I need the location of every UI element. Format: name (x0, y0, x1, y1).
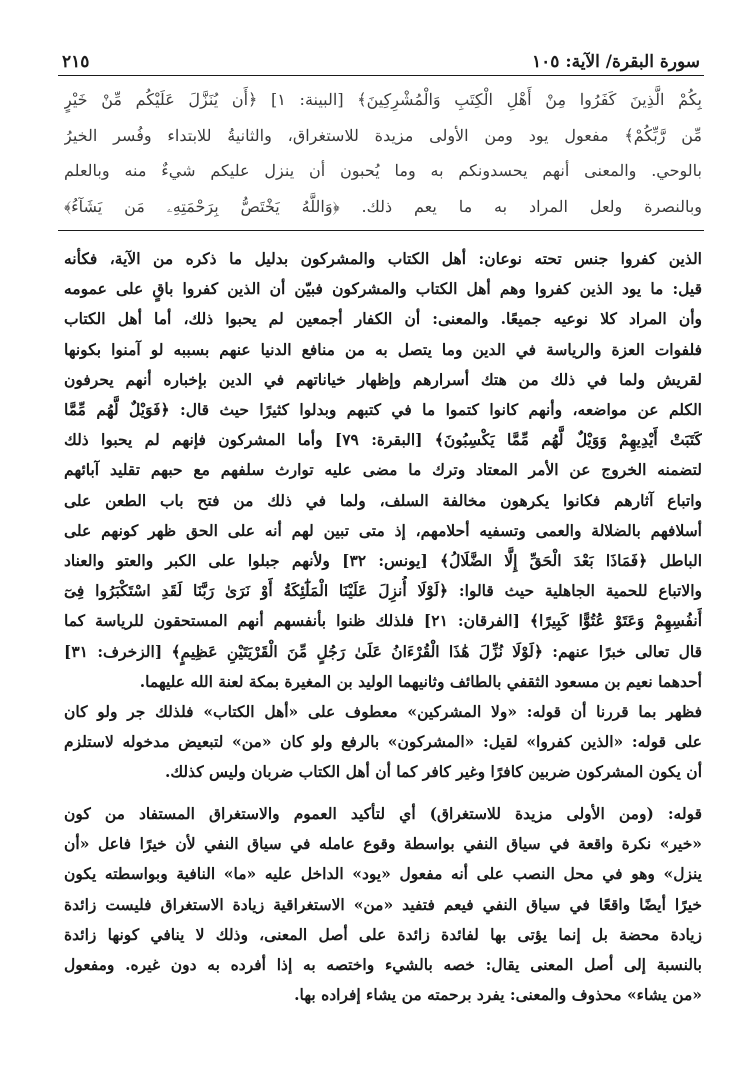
tafsir-line: مِّن رَّبِّكُمْ﴾ مفعول يود ومن الأولى مزيدة للاستغراق، والثانيةُ للابتداء وفُسر الخيرُ (64, 125, 702, 145)
commentary-line: لقريش ولما في ذلك من هتك أسرارهم وإظهار خياناتهم في الدين بإخباره أنهم يحرفون (64, 369, 702, 389)
commentary-line: لتضمنه الخروج عن الأمر المعتاد وترك ما مضى عليه توارث سلفهم مع حبهم تقليد آبائهم (64, 460, 702, 480)
section-divider (58, 230, 704, 231)
page-header (62, 44, 700, 72)
commentary-line: «خير» نكرة واقعة في سياق النفي بواسطة وقوع عامله في سياق النفي لأن خيرًا فاعل «أن (64, 834, 702, 854)
commentary-line: واتباع آثارهم فكانوا يكرهون مخالفة السلف، ولما في ذلك من فتح باب الطعن على (64, 490, 702, 510)
tafsir-text (64, 82, 702, 224)
commentary-line: فلفوات العزة والرياسة في الدين وما يتصل به من منافع الدنيا عنهم بسببه لو آمنوا بكونها (64, 339, 702, 359)
commentary-line: «من يشاء» محذوف والمعنى: يفرد برحمته من يشاء إفراده بها. (294, 985, 702, 1005)
commentary-line: قال تعالى خبرًا عنهم: ﴿لَوْلَا نُزِّلَ هَٰذَا الْقُرْءَانُ عَلَىٰ رَجُلٍ مِّنَ الْقَرْيَتَيْنِ عَظِيمٍ﴾ [الزخرف: ٣١] (64, 641, 702, 661)
commentary-line: ينزل» وهو في محل النصب على أنه مفعول «يود» الداخل عليه «ما» النافية وبواسطته يكون (64, 864, 702, 884)
tafsir-line: بالوحي. والمعنى أنهم يحسدونكم به وما يُحبون أن ينزل عليكم شيءٌ منه وبالعلم (64, 161, 702, 180)
commentary-line: على قوله: «الذين كفروا» لقيل: «المشركون» بالرفع ولو كان «من» لتبعيض مدخوله لاستلزم (64, 732, 702, 752)
header-divider (58, 75, 704, 76)
page-number: ٢١٥ (62, 52, 90, 72)
commentary-line: والاتباع للحمية الجاهلية حيث قالوا: ﴿لَوْلَا أُنزِلَ عَلَيْنَا الْمَلَٰٓئِكَةُ أَوْ نَرَىٰ رَبَّنَا لَقَدِ اسْتَكْبَرُوا فِىٓ (64, 581, 702, 601)
commentary-line: خيرًا أيضًا واقعًا في سياق النفي فيعم فتفيد «من» الاستغراقية زيادة الاستغراق فليست زائدة (64, 894, 702, 914)
commentary-line: أسلافهم بالضلالة والعمى وتسفيه أحلامهم، إذ متى تبين لهم أنه على الحق ظهر كونهم على (64, 520, 702, 540)
commentary-line: وأن المراد كلا نوعيه جميعًا. والمعنى: أن الكفار أجمعين لم يحبوا ذلك، أما أهل الكتاب (64, 309, 702, 329)
commentary-line: قوله: (ومن الأولى مزيدة للاستغراق) أي لتأكيد العموم والاستغراق المستفاد من كون (64, 804, 702, 823)
tafsir-line: وبالنصرة ولعل المراد به ما يعم ذلك. ﴿وَاللَّهُ يَخْتَصُّ بِرَحْمَتِهِۦ مَن يَشَآءُ﴾ (64, 196, 702, 216)
commentary-line: أن يكون المشركون ضربين كافرًا وغير كافر كما أن أهل الكتاب ضربان وليس كذلك. (164, 762, 702, 782)
commentary-line: الذين كفروا جنس تحته نوعان: أهل الكتاب والمشركون بدليل ما ذكره من الآية، فكأنه (64, 249, 702, 268)
commentary-line: بالنسبة إلى أصل المعنى يقال: خصه بالشيء واختصه به إذا أفرده به دون غيره. ومفعول (64, 955, 702, 975)
commentary-line: فظهر بما قررنا أن قوله: «ولا المشركين» معطوف على «أهل الكتاب» فلذلك جر ولو كان (64, 702, 702, 722)
surah-reference: سورة البقرة/ الآية: ١٠٥ (532, 52, 700, 72)
commentary-section-1 (64, 244, 702, 788)
commentary-line: كَتَبَتْ أَيْدِيهِمْ وَوَيْلٌ لَّهُم مِّمَّا يَكْسِبُونَ﴾ [البقرة: ٧٩] وأما المشركون فإنهم لم يحبوا ذلك (64, 430, 702, 450)
commentary-section-2 (64, 799, 702, 1010)
commentary-line: أَنفُسِهِمْ وَعَتَوْ عُتُوًّا كَبِيرًا﴾ [الفرقان: ٢١] فلذلك ظنوا بأنفسهم أنهم المستحقون للرياسة كما (64, 611, 702, 631)
commentary-line: قيل: ما يود الذين كفروا وهم أهل الكتاب والمشركون فبيّن أن الذين كفروا باقٍ على عمومه (64, 279, 702, 299)
commentary-line: زيادة محضة بل إنما يؤتى بها لفائدة زائدة على أصل المعنى، وذلك لا ينافي كونها زائدة (64, 924, 702, 944)
tafsir-line: بِكُمْ الَّذِينَ كَفَرُوا مِنْ أَهْلِ الْكِتَبِ وَالْمُشْرِكِينَ﴾ [البينة: ١] ﴿أَن يُنَزَّلَ عَلَيْكُم مِّنْ خَيْرٍ (64, 90, 702, 109)
commentary-line: الكلم عن مواضعه، وأنهم كانوا كتموا ما في كتبهم وبدلوا كثيرًا حيث قال: ﴿فَوَيْلٌ لَّهُم مِّمَّا (64, 400, 702, 420)
commentary-line: الباطل ﴿فَمَاذَا بَعْدَ الْحَقِّ إِلَّا الضَّلَالُ﴾ [يونس: ٣٢] ولأنهم جبلوا على الكبر والعتو والعناد (64, 551, 702, 571)
commentary-line: أحدهما نعيم بن مسعود الثقفي بالطائف وثانيهما الوليد بن المغيرة بمكة لعنة الله عليهما. (139, 671, 702, 691)
